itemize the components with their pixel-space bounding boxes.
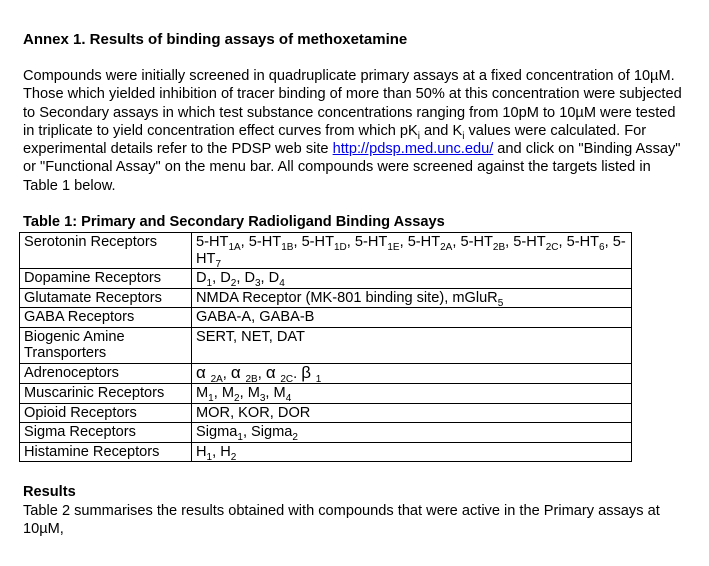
- target-name: 5-HT: [513, 234, 546, 250]
- target-name: Sigma: [196, 424, 238, 440]
- target-name: NMDA Receptor (MK-801 binding site): [196, 289, 445, 306]
- table-row: [20, 423, 632, 443]
- target-subscript: 1: [206, 277, 213, 289]
- target-name: 5-HT: [407, 234, 441, 250]
- target-subscript: 7: [215, 258, 222, 270]
- target-subscript: 2C: [280, 373, 294, 385]
- target-subscript: 2: [230, 451, 237, 463]
- target-subscript: 2C: [545, 241, 559, 253]
- table-row: [20, 233, 632, 269]
- receptor-class: Histamine Receptors: [20, 442, 192, 462]
- subscript-i: i: [462, 130, 465, 142]
- intro-text-1: Compounds were initially screened in quadruplicate primary assays at a fixed concentration of 10µM. Those which yielded inhibition of tracer binding of more than 50% at this concentration were subjected to Secondary assays in which test substance concentrations ranging from 10pM to 10µM were tested in triplicate to yield concentration effect curves from which pK: [23, 68, 682, 139]
- target-name: β: [301, 362, 316, 382]
- target-name: M: [196, 385, 209, 401]
- pdsp-link[interactable]: http://pdsp.med.unc.edu/: [332, 141, 494, 158]
- target-name: M: [273, 385, 286, 401]
- intro-paragraph: [23, 67, 688, 195]
- target-name: H: [220, 443, 231, 460]
- assay-table: [19, 232, 632, 462]
- target-name: D: [196, 270, 207, 286]
- target-list: GABA-A, GABA-B: [192, 308, 632, 328]
- receptor-class: Opioid Receptors: [20, 403, 192, 423]
- target-subscript: 2A: [440, 241, 453, 253]
- table-row: [20, 363, 632, 384]
- target-subscript: 1: [206, 451, 213, 463]
- target-name: KOR: [238, 404, 270, 421]
- receptor-class: Dopamine Receptors: [20, 269, 192, 289]
- target-name: NET: [241, 328, 269, 345]
- target-list: SERT, NET, DAT: [192, 327, 632, 363]
- table-row: [20, 442, 632, 462]
- target-name: GABA-B: [259, 309, 315, 325]
- receptor-class: Glutamate Receptors: [20, 288, 192, 308]
- target-subscript: 1: [237, 431, 243, 443]
- table-row: [20, 308, 632, 328]
- target-list: $D_1$, $D_2$, $D_3$, $D_4$: [192, 269, 632, 289]
- target-subscript: 3: [254, 277, 261, 289]
- receptor-class: Sigma Receptors: [20, 423, 192, 443]
- target-name: α: [230, 362, 246, 382]
- results-heading: Results: [23, 484, 76, 500]
- target-subscript: 2: [230, 277, 237, 289]
- target-subscript: 2: [234, 392, 240, 404]
- intro-text-4: and click on "Binding Assay" or "Functional Assay" on the menu bar. All compounds were screened against the targets listed in Table 1 below.: [23, 141, 681, 194]
- annex-heading: Annex 1. Results of binding assays of methoxetamine: [23, 31, 408, 48]
- target-subscript: 1E: [387, 241, 400, 253]
- subscript-i: i: [417, 130, 420, 142]
- target-subscript: 3: [259, 392, 266, 404]
- target-name: M: [221, 385, 235, 401]
- target-subscript: 2B: [492, 241, 506, 253]
- target-list: $M_1$, $M_2$, $M_3$, $M_4$: [192, 384, 632, 404]
- receptor-class: Adrenoceptors: [20, 363, 192, 384]
- target-name: SERT: [196, 328, 234, 345]
- target-name: M: [247, 385, 260, 401]
- target-subscript: 2B: [245, 373, 258, 385]
- receptor-class: Serotonin Receptors: [20, 233, 192, 269]
- receptor-class: GABA Receptors: [20, 308, 192, 328]
- target-name: 5-HT: [248, 234, 282, 250]
- target-subscript: 4: [285, 392, 292, 404]
- target-name: mGluR: [452, 289, 498, 306]
- target-name: 5-HT: [301, 234, 334, 250]
- target-list: α $_{2A}$, α $_{2B}$, α $_{2C}$. β $_1$: [192, 363, 632, 384]
- intro-text-2: and K: [420, 122, 463, 139]
- table-caption: Table 1: Primary and Secondary Radioligand Binding Assays: [23, 214, 445, 230]
- target-list: $H_1$, $H_2$: [192, 442, 632, 462]
- target-subscript: 2A: [210, 373, 223, 385]
- target-name: 5-HT: [354, 234, 388, 250]
- table-row: [20, 384, 632, 404]
- target-subscript: 5: [497, 297, 504, 309]
- target-subscript: 2: [292, 431, 298, 443]
- target-name: α: [265, 362, 281, 382]
- target-list: Sigma$_1$, Sigma$_2$: [192, 423, 632, 443]
- target-name: D: [268, 270, 280, 286]
- target-name: H: [196, 443, 207, 460]
- target-name: D: [244, 270, 255, 286]
- target-name: DAT: [276, 328, 305, 345]
- target-subscript: 6: [599, 241, 605, 253]
- target-name: 5-HT: [196, 234, 229, 250]
- table-row: [20, 269, 632, 289]
- target-name: DOR: [277, 404, 311, 421]
- target-subscript: 1A: [228, 241, 241, 253]
- target-name: α: [196, 362, 211, 382]
- target-name: 5-HT: [460, 234, 493, 250]
- target-subscript: 1: [315, 373, 322, 385]
- target-name: GABA-A: [196, 309, 252, 325]
- table-row: [20, 327, 632, 363]
- receptor-class: Biogenic Amine Transporters: [20, 327, 192, 363]
- table-row: [20, 403, 632, 423]
- target-name: MOR: [196, 404, 231, 421]
- table-row: [20, 288, 632, 308]
- target-name: Sigma: [251, 424, 293, 440]
- target-subscript: 1D: [334, 241, 347, 253]
- target-name: 5-HT: [196, 234, 626, 267]
- receptor-class: Muscarinic Receptors: [20, 384, 192, 404]
- results-paragraph: Table 2 summarises the results obtained with compounds that were active in the Primary assays at 10µM,: [23, 503, 660, 537]
- target-list: NMDA Receptor (MK-801 binding site), mGluR$_5$: [192, 288, 632, 308]
- target-subscript: 4: [279, 277, 285, 289]
- target-name: D: [220, 270, 231, 286]
- target-list: MOR, KOR, DOR: [192, 403, 632, 423]
- target-subscript: 1: [208, 392, 214, 404]
- target-name: 5-HT: [566, 234, 600, 250]
- intro-text-3: values were calculated. For experimental details refer to the PDSP web site: [23, 122, 647, 158]
- target-subscript: 1B: [281, 241, 294, 253]
- target-list: $5-HT_{1A}$, $5-HT_{1B}$, $5-HT_{1D}$, $5-HT_{1E}$, $5-HT_{2A}$, $5-HT_{2B}$, $5-HT_{2C}$, $5-HT_6$, $5-HT_7$: [192, 233, 632, 269]
